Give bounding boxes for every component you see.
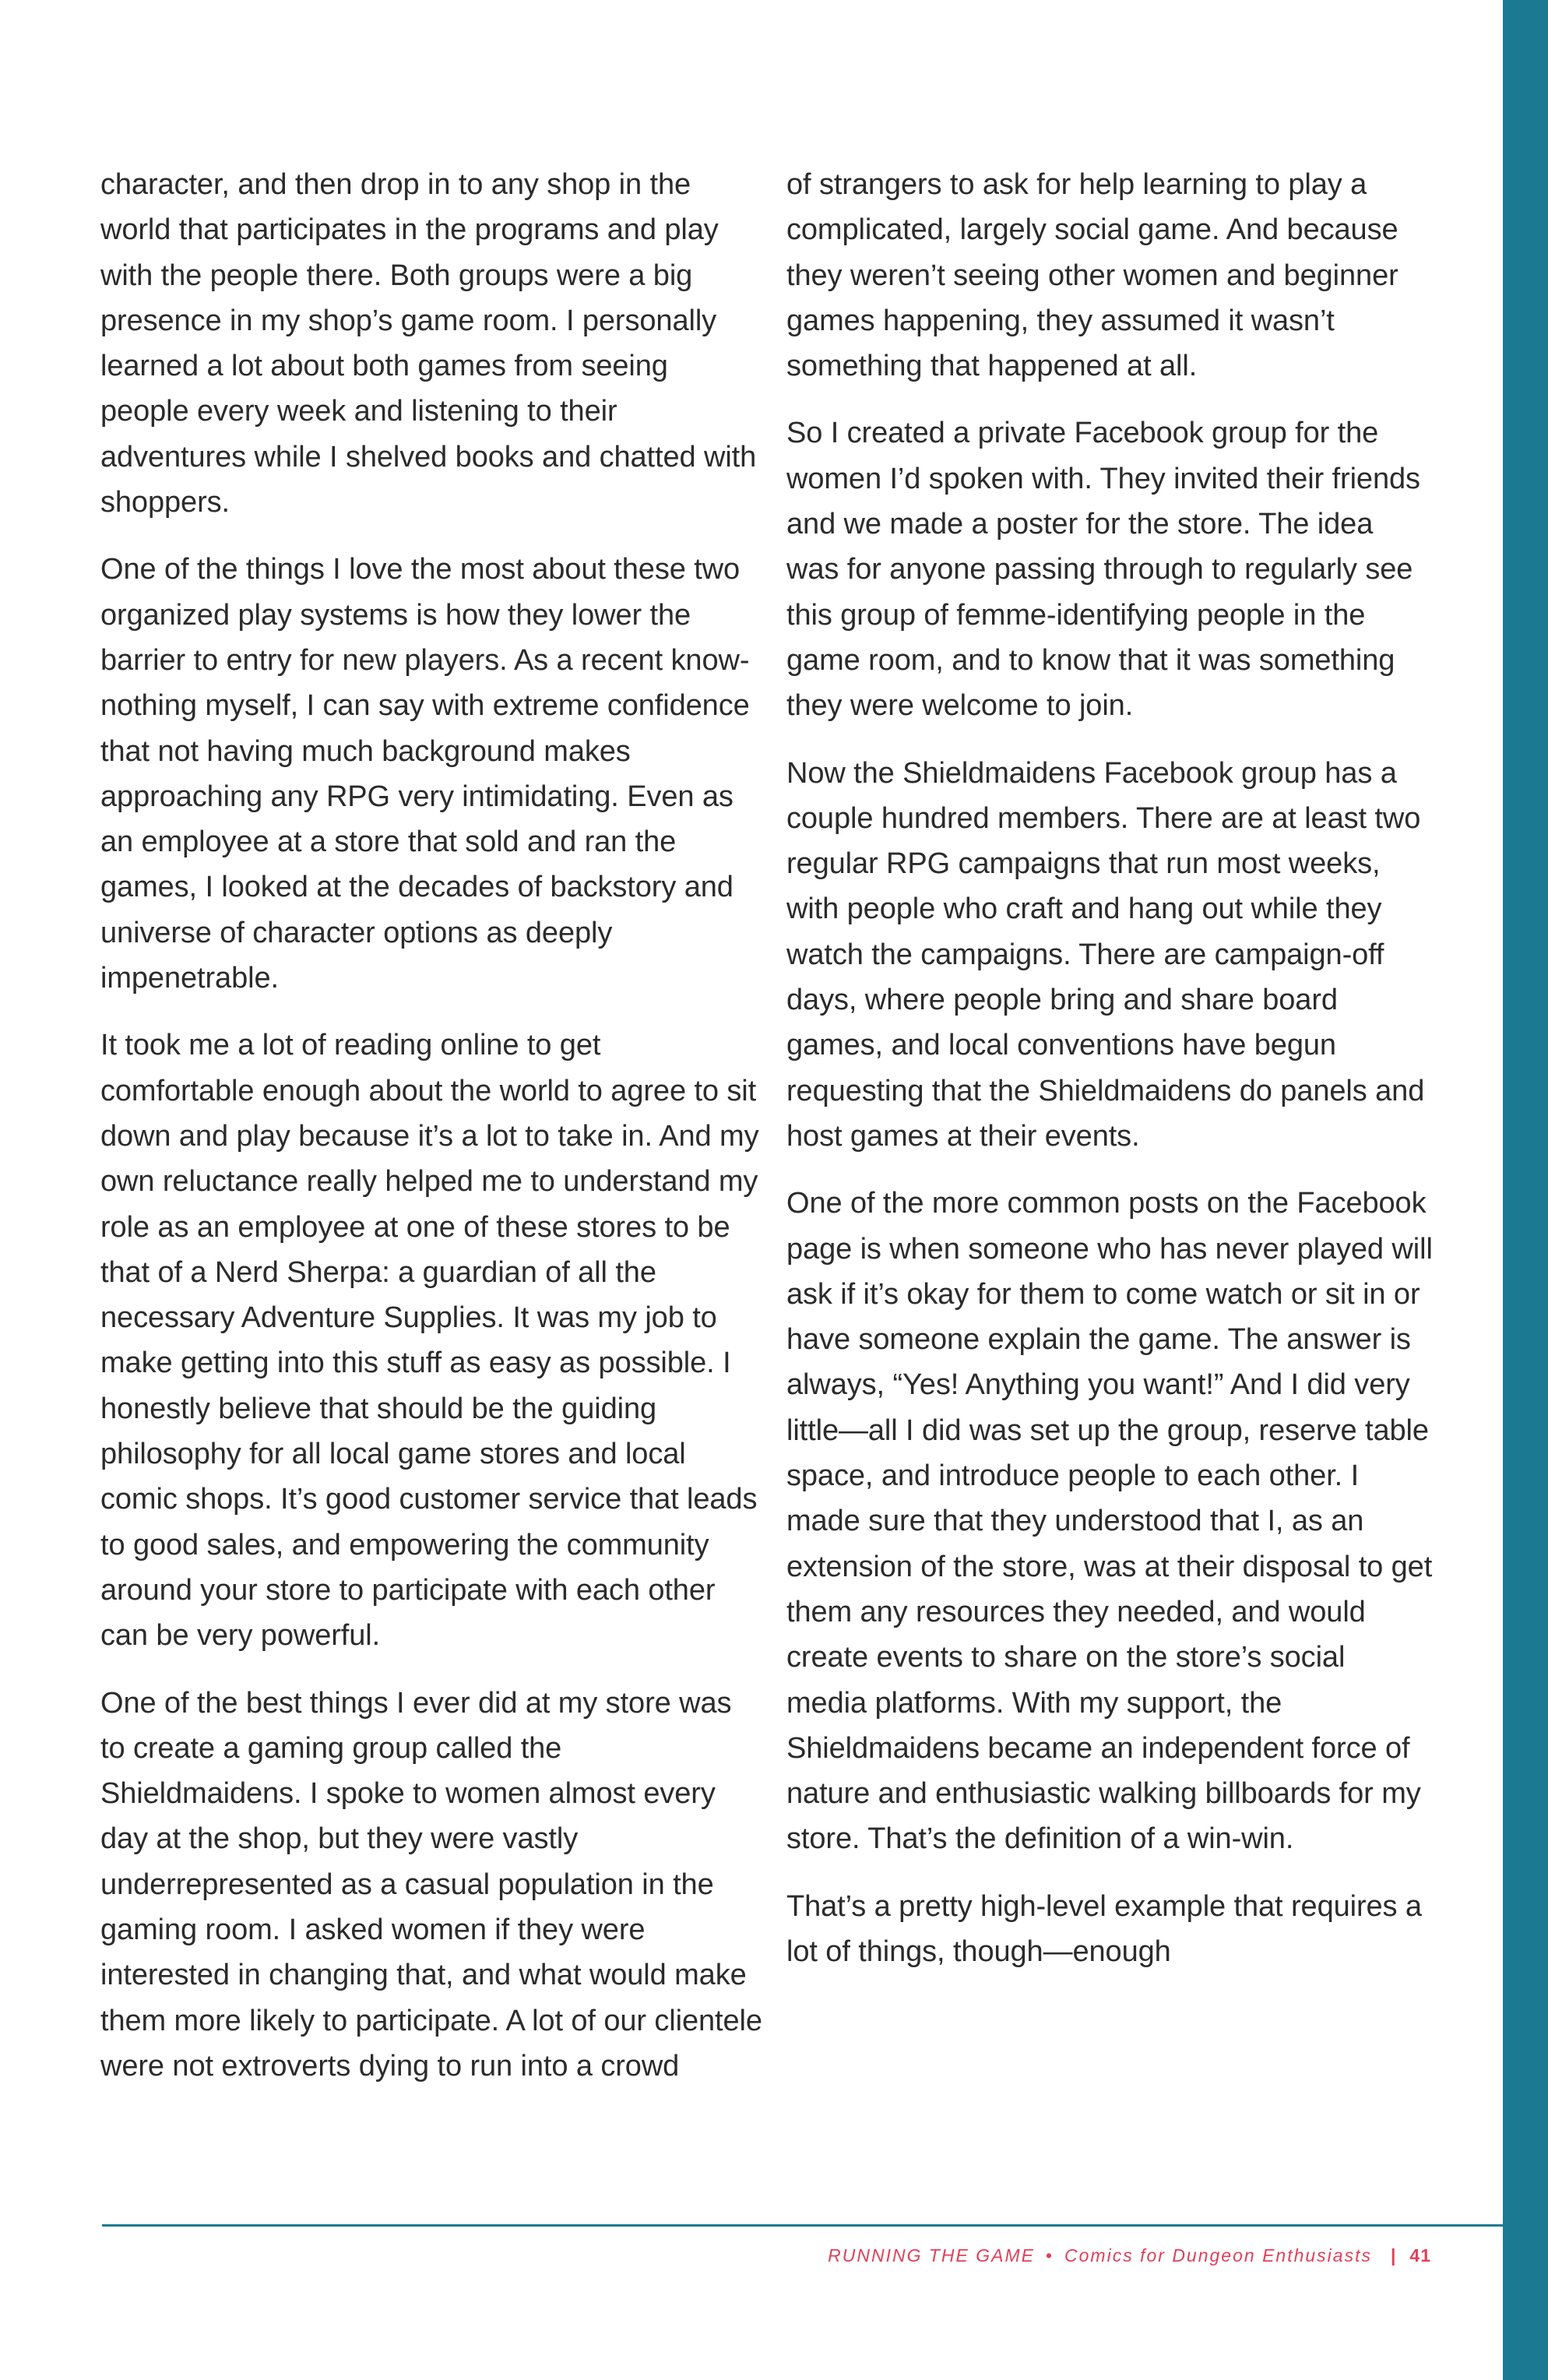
- right-text-column: [786, 162, 1433, 1996]
- page-footer: [828, 2245, 1431, 2266]
- footer-bullet-separator: •: [1045, 2245, 1054, 2266]
- page-number: 41: [1409, 2245, 1431, 2266]
- footer-section-title: RUNNING THE GAME: [828, 2245, 1035, 2266]
- paragraph: It took me a lot of reading online to get comfortable enough about the world to agree to sit down and play because it’s a lot to take in. And my own reluctance really helped me to understand my role as an employee at one of these stores to be that of a Nerd Sherpa: a guardian of all the necessary Adventure Supplies. It was my job to make getting into this stuff as easy as possible. I honestly believe that should be the guiding philosophy for all local game stores and local comic shops. It’s good customer service that leads to good sales, and empowering the community around your store to participate with each other can be very powerful.: [100, 1029, 759, 1653]
- left-text-column: [100, 162, 762, 2111]
- paragraph: One of the things I love the most about these two organized play systems is how they lower the barrier to entry for new players. As a recent know-nothing myself, I can say with extreme confidence that not having much background makes approaching any RPG very intimidating. Even as an employee at a store that sold and ran the games, I looked at the decades of backstory and universe of character options as deeply impenetrable.: [100, 553, 750, 995]
- paragraph: So I created a private Facebook group for the women I’d spoken with. They invited their friends and we made a poster for the store. The idea was for anyone passing through to regularly see this group of femme-identifying people in the game room, and to know that it was something they were welcome to join.: [786, 417, 1420, 723]
- footer-pipe-divider: |: [1390, 2245, 1398, 2266]
- side-accent-bar: [1503, 0, 1548, 2380]
- footer-book-title: Comics for Dungeon Enthusiasts: [1064, 2245, 1372, 2266]
- paragraph: of strangers to ask for help learning to play a complicated, largely social game. And because they weren’t seeing other women and beginner games happening, they assumed it wasn’t something that happened at all.: [786, 168, 1398, 383]
- paragraph: One of the more common posts on the Facebook page is when someone who has never played will ask if it’s okay for them to come watch or sit in or have someone explain the game. The answer is always, “Yes! Anything you want!” And I did very little—all I did was set up the group, reserve table space, and introduce people to each other. I made sure that they understood that I, as an extension of the store, was at their disposal to get them any resources they needed, and would create events to share on the store’s social media platforms. With my support, the Shieldmaidens became an independent force of nature and enthusiastic walking billboards for my store. That’s the definition of a win-win.: [786, 1187, 1433, 1856]
- paragraph: character, and then drop in to any shop in the world that participates in the programs and play with the people there. Both groups were a big presence in my shop’s game room. I personally learned a lot about both games from seeing people every week and listening to their adventures while I shelved books and chatted with shoppers.: [100, 168, 757, 519]
- footer-divider-line: [102, 2224, 1516, 2227]
- paragraph: Now the Shieldmaidens Facebook group has a couple hundred members. There are at least two regular RPG campaigns that run most weeks, with people who craft and hang out while they watch the campaigns. There are campaign-off days, where people bring and share board games, and local conventions have begun requesting that the Shieldmaidens do panels and host games at their events.: [786, 756, 1425, 1153]
- paragraph: That’s a pretty high-level example that requires a lot of things, though—enough: [786, 1889, 1422, 1968]
- paragraph: One of the best things I ever did at my store was to create a gaming group called the Shieldmaidens. I spoke to women almost every day at the shop, but they were vastly underrepresented as a casual population in the gaming room. I asked women if they were interested in changing that, and what would make them more likely to participate. A lot of our clientele were not extroverts dying to run into a crowd: [100, 1686, 762, 2082]
